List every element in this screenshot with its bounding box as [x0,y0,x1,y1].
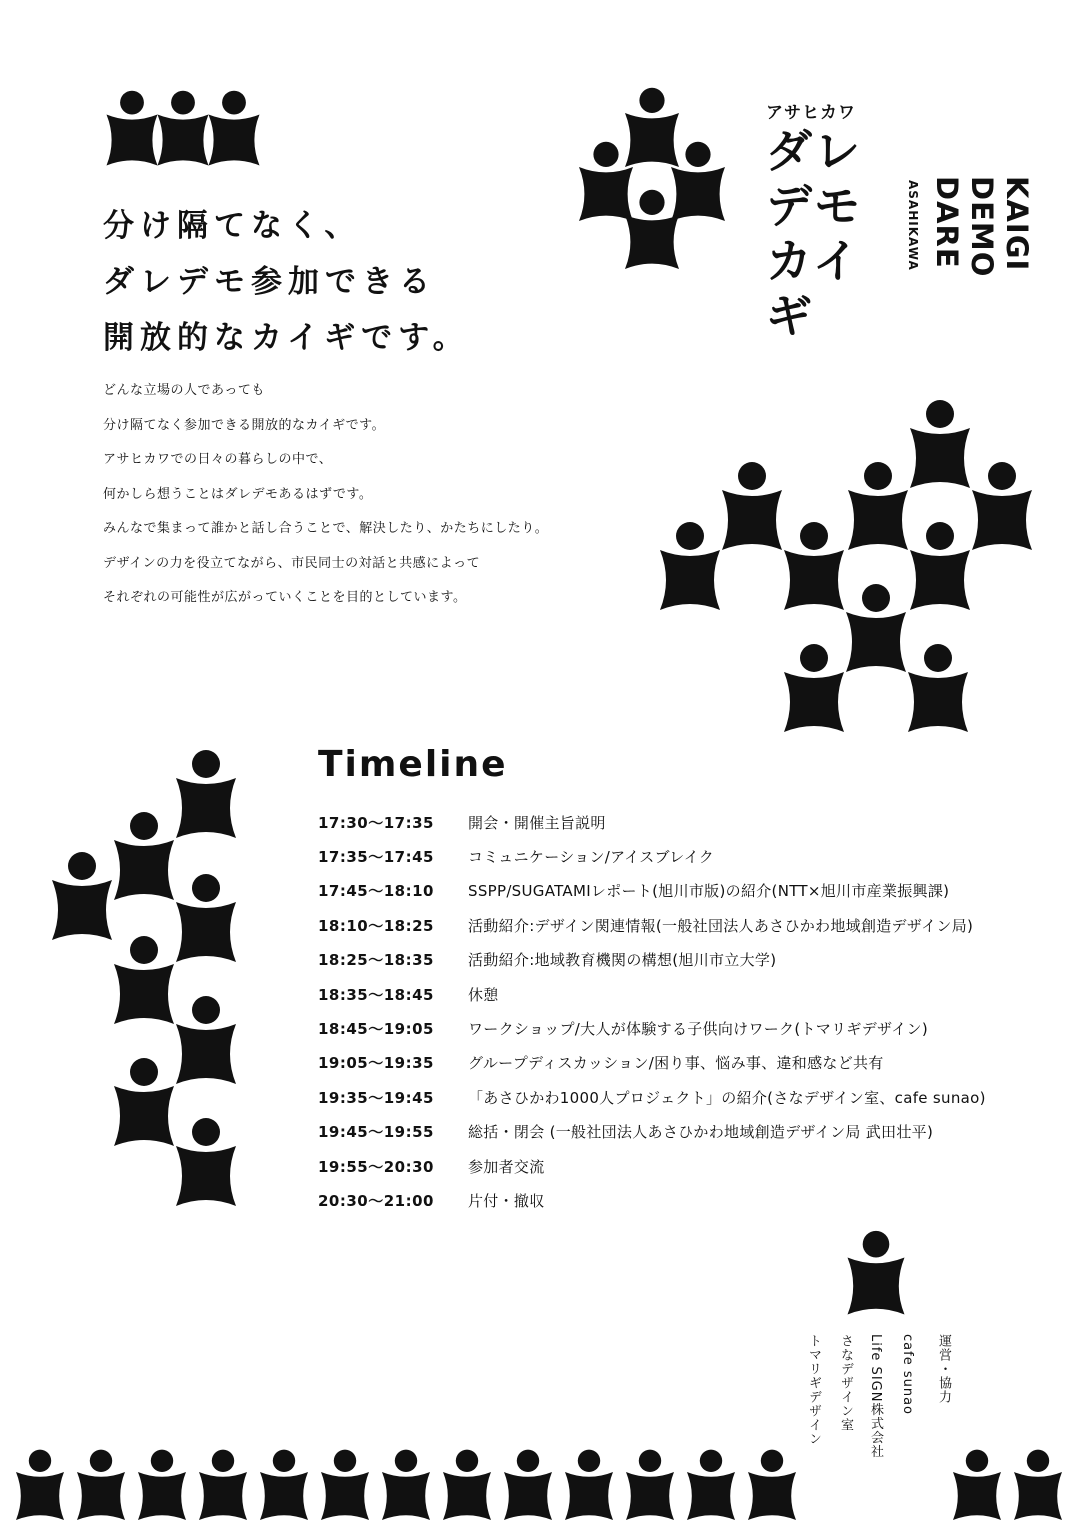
timeline-event: 参加者交流 [468,1157,545,1176]
timeline-event: 活動紹介:地域教育機関の構想(旭川市立大学) [468,951,777,970]
intro-line: それぞれの可能性が広がっていくことを目的としています。 [103,590,467,605]
timeline-event: 開会・開催主旨説明 [468,813,606,832]
timeline-time: 18:35〜18:45 [318,985,434,1004]
timeline-event: ワークショップ/大人が体験する子供向けワーク(トマリギデザイン) [468,1020,929,1039]
intro-line: デザインの力を役立てながら、市民同士の対話と共感によって [103,555,481,571]
timeline-title: Timeline [318,744,508,785]
timeline-time: 18:45〜19:05 [318,1020,434,1039]
logo-en-line: DEMO [965,176,999,278]
credits-name: Life SIGN株式会社 [868,1334,883,1459]
intro-line: 分け隔てなく参加できる開放的なカイギです。 [103,417,386,433]
timeline-time: 17:35〜17:45 [318,848,434,867]
timeline-time: 17:30〜17:35 [318,813,434,832]
logo-line: デモ [766,179,862,233]
timeline-time: 19:35〜19:45 [318,1088,434,1107]
timeline-event: コミュニケーション/アイスブレイク [468,848,715,867]
logo-en-small: ASAHIKAWA [906,180,920,271]
timeline-event: 「あさひかわ1000人プロジェクト」の紹介(さなデザイン室、cafe sunao) [468,1088,986,1107]
timeline-time: 19:05〜19:35 [318,1054,434,1073]
intro-line: どんな立場の人であっても [103,383,265,398]
timeline-time: 18:10〜18:25 [318,916,434,935]
intro-line: 何かしら想うことはダレデモあるはずです。 [103,486,373,502]
logo-line: ダレ [766,124,862,178]
timeline-event: 活動紹介:デザイン関連情報(一般社団法人あさひかわ地域創造デザイン局) [468,916,974,935]
timeline-time: 19:45〜19:55 [318,1123,434,1142]
timeline-event: 休憩 [468,985,499,1004]
logo-en-line: KAIGI [1000,176,1034,272]
timeline-time: 17:45〜18:10 [318,882,434,901]
logo-sub: アサヒカワ [766,103,856,123]
credits-name: トマリギデザイン [806,1334,821,1446]
headline-line: ダレデモ参加できる [103,264,436,300]
headline-line: 分け隔てなく、 [103,208,362,244]
timeline-event: SSPP/SUGATAMIレポート(旭川市版)の紹介(NTT×旭川市産業振興課) [468,882,950,901]
timeline-event: 総括・閉会 (一般社団法人あさひかわ地域創造デザイン局 武田壮平) [468,1123,934,1142]
intro-line: アサヒカワでの日々の暮らしの中で、 [103,452,333,467]
timeline-event: 片付・撤収 [468,1191,545,1210]
credits-name: さなデザイン室 [838,1334,853,1432]
logo-line: カイギ [766,234,861,343]
timeline-time: 19:55〜20:30 [318,1157,434,1176]
timeline-time: 18:25〜18:35 [318,951,434,970]
intro-line: みんなで集まって誰かと話し合うことで、解決したり、かたちにしたり。 [103,521,549,536]
timeline-event: グループディスカッション/困り事、悩み事、違和感など共有 [468,1054,884,1073]
logo-en-line: DARE [930,176,964,269]
headline-line: 開放的なカイギです。 [103,320,470,356]
timeline-time: 20:30〜21:00 [318,1191,434,1210]
credits-name: cafe sunao [900,1334,915,1415]
credits-heading: 運営・協力 [936,1334,951,1404]
